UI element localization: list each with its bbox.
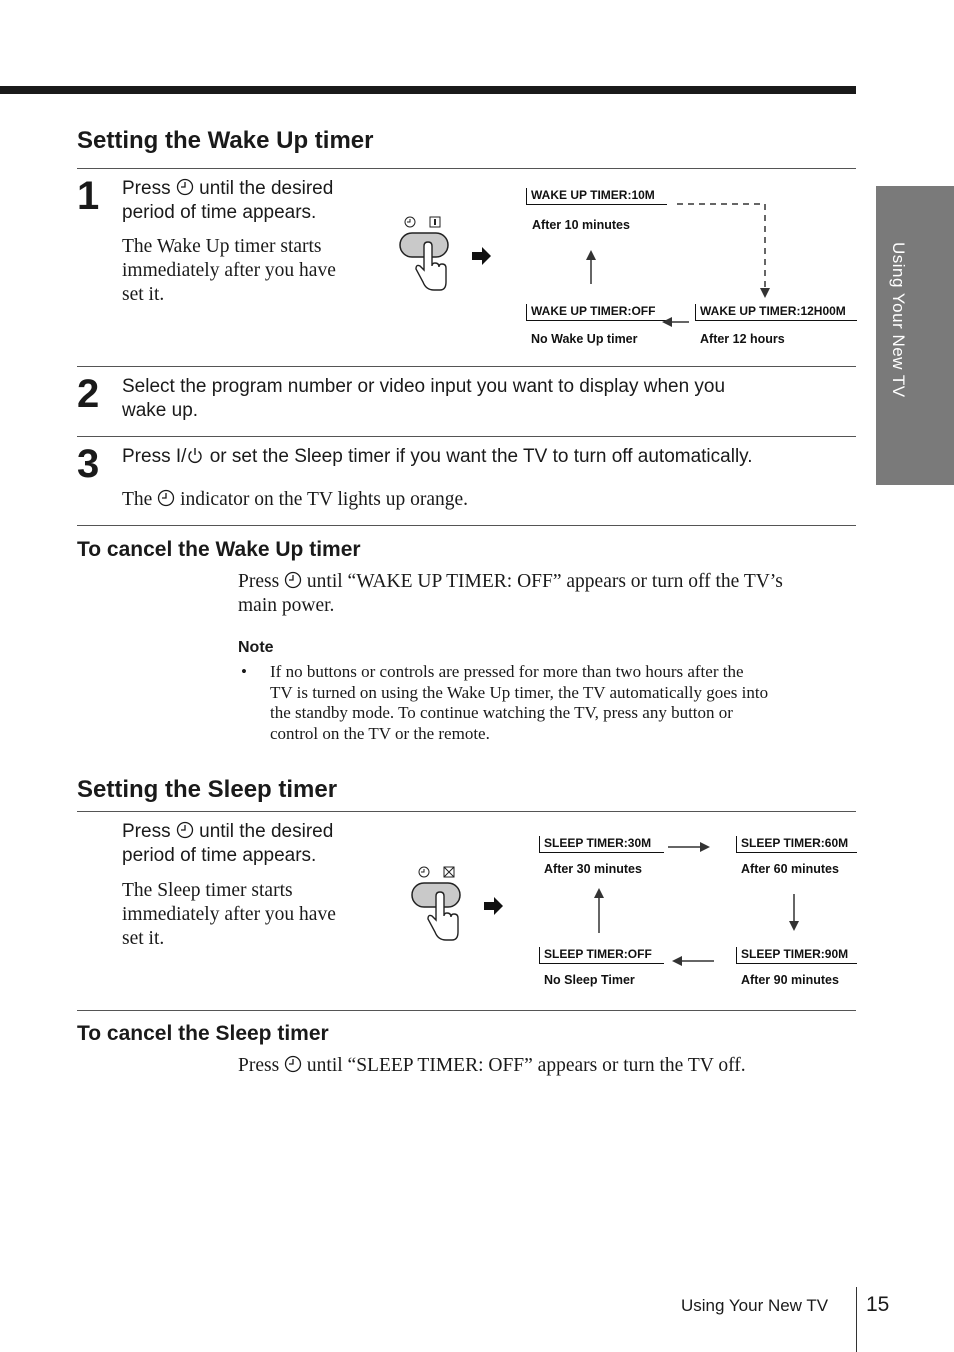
note-line: If no buttons or controls are pressed for more than two hours after the (270, 662, 744, 681)
cancel-wake-press: Press (238, 571, 280, 592)
note-bullet: • (241, 662, 247, 681)
osd-wake-12h-sub: After 12 hours (700, 332, 785, 346)
arrow-down-icon (789, 894, 799, 931)
osd-sleep-30m-sub: After 30 minutes (544, 862, 642, 876)
step-3-instruction (122, 445, 857, 469)
note-body (270, 662, 860, 744)
page-number: 15 (866, 1293, 890, 1316)
sleep-body-line: The Sleep timer starts (122, 880, 293, 901)
timer-icon (405, 217, 415, 227)
mute-icon (444, 867, 454, 877)
sleep-timer-icon (284, 1055, 302, 1073)
osd-sleep-off-sub: No Sleep Timer (544, 973, 635, 987)
side-tab (876, 186, 954, 485)
osd-sleep-90m-sub: After 90 minutes (741, 973, 839, 987)
sleep-flow-arrows (590, 838, 810, 968)
step-3-indicator (122, 488, 822, 512)
osd-wake-off-label: WAKE UP TIMER:OFF (531, 304, 656, 318)
arrow-right-icon (668, 842, 710, 852)
osd-wake-10m-label: WAKE UP TIMER:10M (531, 188, 655, 202)
osd-sleep-60m-label: SLEEP TIMER:60M (741, 836, 849, 850)
cancel-wake-body (238, 570, 858, 618)
sleep-timer-icon (419, 867, 429, 877)
note-heading: Note (238, 639, 274, 656)
wake-button-illustration (392, 210, 502, 300)
wake-heading: Setting the Wake Up timer (77, 127, 374, 154)
step-1-body-line: The Wake Up timer starts (122, 236, 322, 257)
step-2-rule (77, 436, 856, 437)
step-1-rule (77, 366, 856, 367)
step-2-line: Select the program number or video input you want to display when you (122, 376, 726, 397)
step-3-press: Press (122, 446, 171, 467)
sleep-instruction (122, 820, 392, 868)
footer-section: Using Your New TV (681, 1296, 829, 1315)
step-1-body (122, 235, 392, 307)
sleep-button-illustration (406, 860, 516, 950)
footer-divider (856, 1287, 857, 1352)
arrow-up-icon (586, 250, 596, 284)
timer-icon (284, 571, 302, 589)
top-rule (0, 86, 856, 94)
osd-sleep-60m-sub: After 60 minutes (741, 862, 839, 876)
sleep-body (122, 879, 392, 951)
power-symbol-text: I/ (175, 446, 187, 467)
step-1-body-line: immediately after you have (122, 260, 336, 281)
indicator-the: The (122, 489, 153, 510)
sleep-heading-rule (77, 811, 856, 812)
step-3-rest: or set the Sleep timer if you want the TV to turn off automatically. (209, 446, 753, 467)
sleep-body-line: immediately after you have (122, 904, 336, 925)
info-icon (430, 217, 440, 227)
note-line: the standby mode. To continue watching the TV, press any button or (270, 703, 733, 722)
step-1-instruction (122, 177, 392, 225)
cancel-sleep-heading: To cancel the Sleep timer (77, 1022, 329, 1045)
step-1-number: 1 (77, 174, 100, 218)
timer-icon (157, 489, 175, 507)
sleep-rest: until the desired (199, 821, 334, 842)
osd-wake-12h-label: WAKE UP TIMER:12H00M (700, 304, 846, 318)
osd-sleep-30m-label: SLEEP TIMER:30M (544, 836, 652, 850)
arrow-left-icon (672, 956, 714, 966)
arrow-right-icon (472, 247, 491, 265)
power-icon (186, 446, 204, 464)
arrow-left-icon (662, 317, 689, 327)
arrow-up-icon (594, 888, 604, 933)
dashed-arrow (677, 204, 770, 298)
step-1-press: Press (122, 178, 171, 199)
step-1-rest: until the desired (199, 178, 334, 199)
sleep-line2: period of time appears. (122, 845, 317, 866)
indicator-rest: indicator on the TV lights up orange. (180, 489, 469, 510)
step-1-line2: period of time appears. (122, 202, 317, 223)
sleep-press: Press (122, 821, 171, 842)
cancel-sleep-press: Press (238, 1055, 280, 1076)
cancel-wake-line2: main power. (238, 595, 335, 616)
sleep-heading: Setting the Sleep timer (77, 776, 338, 803)
note-line: TV is turned on using the Wake Up timer, the TV automatically goes into (270, 682, 769, 702)
sleep-body-line: set it. (122, 928, 165, 949)
cancel-sleep-body (238, 1054, 858, 1078)
step-1-body-line: set it. (122, 284, 165, 305)
cancel-sleep-rest: until “SLEEP TIMER: OFF” appears or turn the TV off. (306, 1055, 746, 1076)
sleep-timer-icon (176, 821, 194, 839)
osd-sleep-90m-label: SLEEP TIMER:90M (741, 947, 849, 961)
wake-flow-arrows (570, 196, 780, 336)
step-2-number: 2 (77, 372, 100, 416)
step-2-instruction (122, 375, 852, 423)
cancel-wake-line1: until “WAKE UP TIMER: OFF” appears or turn off the TV’s (306, 571, 783, 592)
osd-wake-10m-sub: After 10 minutes (532, 218, 630, 232)
arrow-right-icon (484, 897, 503, 915)
timer-icon (176, 178, 194, 196)
step-3-rule (77, 525, 856, 526)
osd-wake-off-sub: No Wake Up timer (531, 332, 638, 346)
step-3-number: 3 (77, 442, 100, 486)
step-2-line: wake up. (122, 400, 199, 421)
osd-sleep-off-label: SLEEP TIMER:OFF (544, 947, 652, 961)
cancel-wake-heading: To cancel the Wake Up timer (77, 538, 361, 561)
wake-heading-rule (77, 168, 856, 169)
side-tab-label: Using Your New TV (889, 242, 908, 398)
sleep-rule (77, 1010, 856, 1011)
note-line: control on the TV or the remote. (270, 723, 490, 743)
